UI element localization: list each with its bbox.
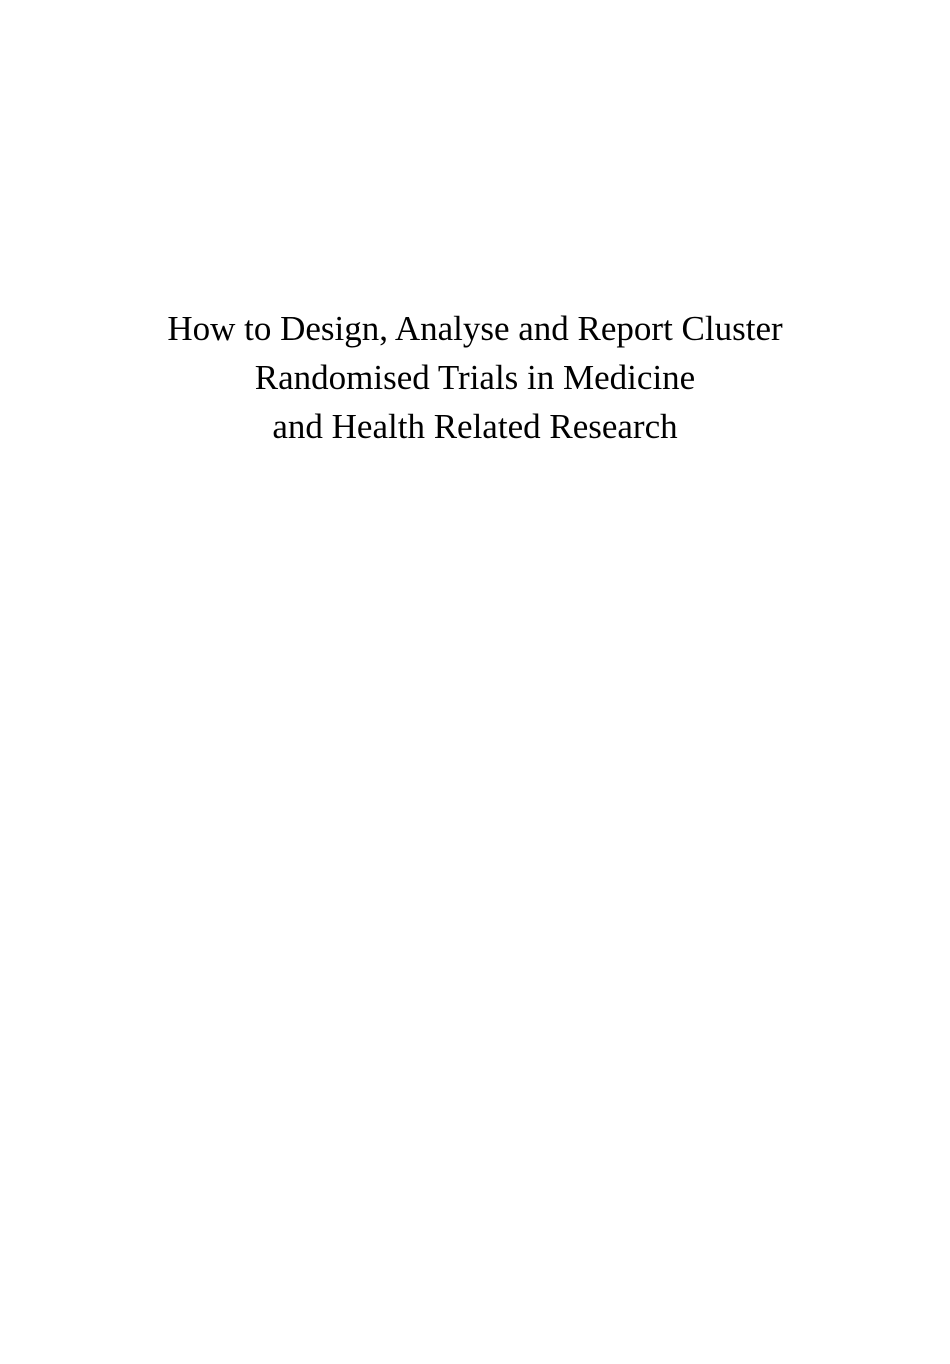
title-line-3: and Health Related Research <box>272 407 678 446</box>
book-half-title <box>0 304 950 451</box>
title-line-2: Randomised Trials in Medicine <box>254 358 696 397</box>
title-line-1: How to Design, Analyse and Report Cluster <box>167 309 783 348</box>
